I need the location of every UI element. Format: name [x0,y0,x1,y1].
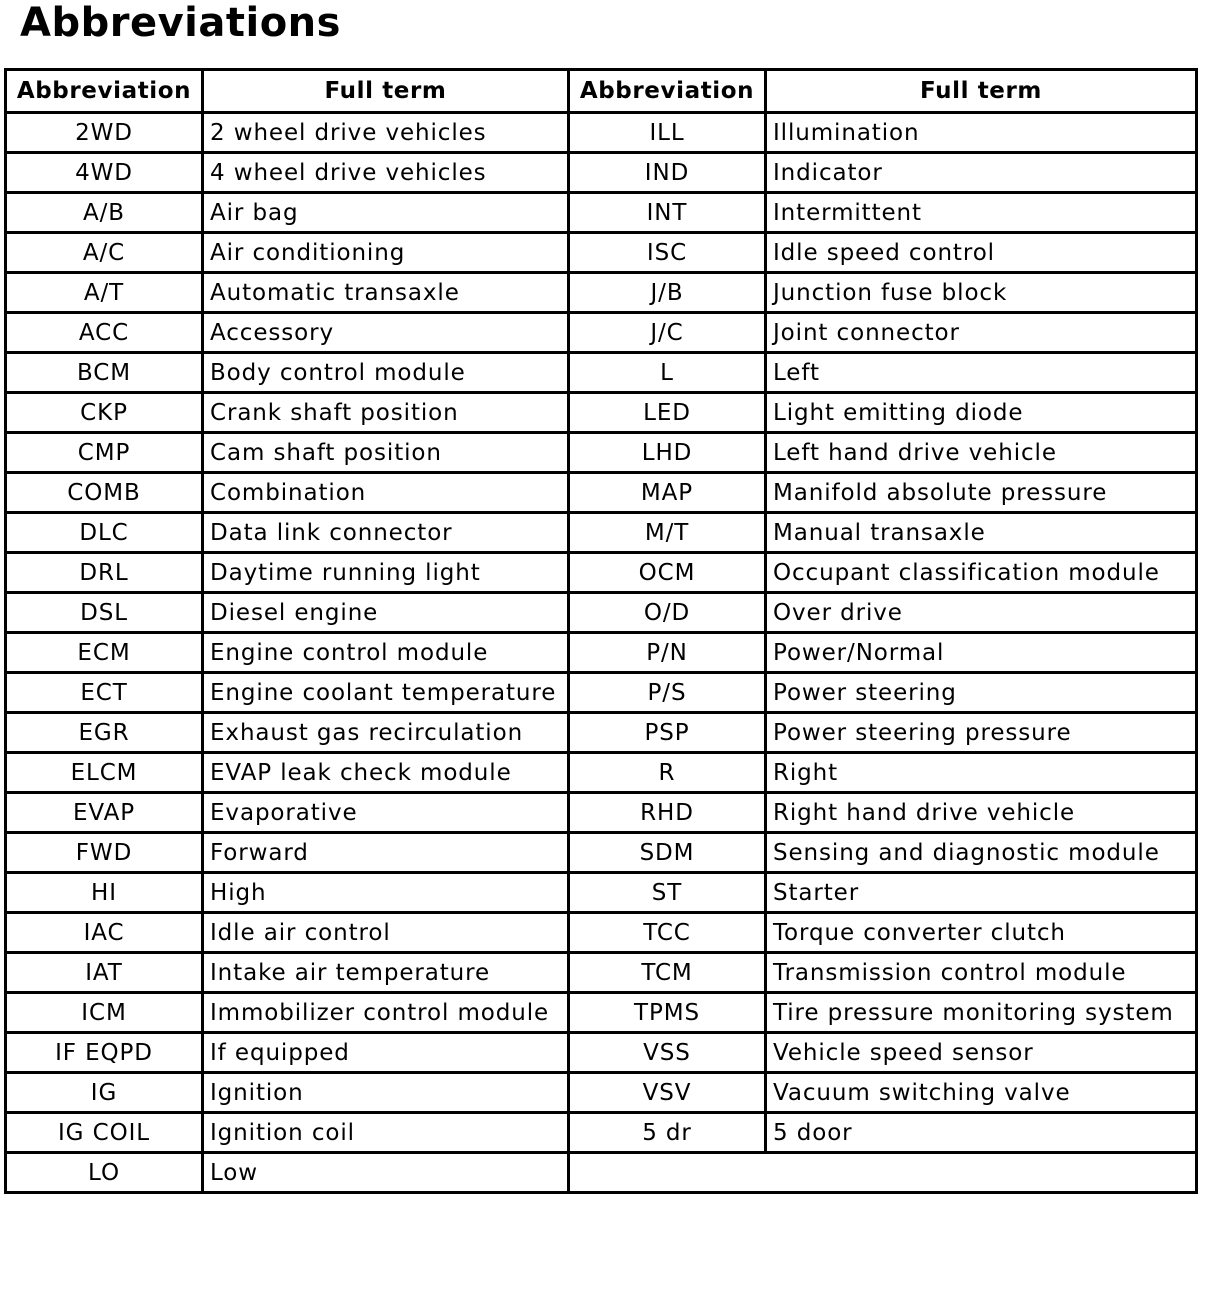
abbreviation-cell: EVAP [6,793,203,833]
table-body [6,113,1197,1193]
full-term-cell: Vehicle speed sensor [766,1033,1197,1073]
table-row [6,553,1197,593]
abbreviation-cell: ISC [569,233,766,273]
full-term-cell: Left hand drive vehicle [766,433,1197,473]
abbreviation-cell: EGR [6,713,203,753]
full-term-cell: Tire pressure monitoring system [766,993,1197,1033]
abbreviation-cell: LO [6,1153,203,1193]
full-term-cell: Body control module [203,353,569,393]
table-row [6,993,1197,1033]
abbreviation-cell: 2WD [6,113,203,153]
abbreviation-cell: IG COIL [6,1113,203,1153]
full-term-cell: Sensing and diagnostic module [766,833,1197,873]
abbreviation-cell: INT [569,193,766,233]
full-term-cell: Occupant classification module [766,553,1197,593]
table-row [6,913,1197,953]
abbreviation-cell: O/D [569,593,766,633]
abbreviation-cell: LHD [569,433,766,473]
table-row [6,473,1197,513]
table-row [6,1033,1197,1073]
abbreviation-cell: ECM [6,633,203,673]
table-row [6,713,1197,753]
full-term-cell: Over drive [766,593,1197,633]
full-term-cell: Intermittent [766,193,1197,233]
full-term-cell: Daytime running light [203,553,569,593]
abbreviation-cell: ELCM [6,753,203,793]
table-row [6,1113,1197,1153]
full-term-cell: Accessory [203,313,569,353]
abbreviation-cell: A/B [6,193,203,233]
abbreviation-cell: M/T [569,513,766,553]
full-term-cell: Combination [203,473,569,513]
full-term-cell: Idle speed control [766,233,1197,273]
page-title: Abbreviations [20,0,341,46]
full-term-cell: EVAP leak check module [203,753,569,793]
abbreviation-cell: TCC [569,913,766,953]
table-row [6,633,1197,673]
abbreviation-cell: ECT [6,673,203,713]
full-term-cell: Idle air control [203,913,569,953]
abbreviations-table [4,68,1198,1194]
full-term-cell: 4 wheel drive vehicles [203,153,569,193]
table-row [6,833,1197,873]
full-term-cell: Ignition coil [203,1113,569,1153]
table-row [6,193,1197,233]
table-row [6,673,1197,713]
abbreviation-cell: COMB [6,473,203,513]
full-term-cell: Air conditioning [203,233,569,273]
full-term-cell: Vacuum switching valve [766,1073,1197,1113]
abbreviation-cell: IND [569,153,766,193]
empty-cell [569,1153,1197,1193]
abbreviation-cell: CKP [6,393,203,433]
full-term-cell: Left [766,353,1197,393]
table-row [6,1073,1197,1113]
full-term-cell: Manifold absolute pressure [766,473,1197,513]
abbreviation-cell: J/B [569,273,766,313]
abbreviation-cell: J/C [569,313,766,353]
abbreviation-cell: OCM [569,553,766,593]
abbreviation-cell: RHD [569,793,766,833]
header-abbreviation-right: Abbreviation [569,70,766,113]
abbreviation-cell: SDM [569,833,766,873]
full-term-cell: Torque converter clutch [766,913,1197,953]
full-term-cell: Power steering [766,673,1197,713]
table-header-row [6,70,1197,113]
abbreviation-cell: MAP [569,473,766,513]
full-term-cell: If equipped [203,1033,569,1073]
abbreviation-cell: ST [569,873,766,913]
abbreviation-cell: LED [569,393,766,433]
full-term-cell: Intake air temperature [203,953,569,993]
full-term-cell: Automatic transaxle [203,273,569,313]
abbreviation-cell: A/T [6,273,203,313]
table-row [6,513,1197,553]
table-row [6,433,1197,473]
full-term-cell: Starter [766,873,1197,913]
table-row [6,273,1197,313]
abbreviation-cell: BCM [6,353,203,393]
abbreviation-cell: IG [6,1073,203,1113]
table-row [6,113,1197,153]
full-term-cell: Evaporative [203,793,569,833]
full-term-cell: High [203,873,569,913]
full-term-cell: Engine control module [203,633,569,673]
table-row [6,953,1197,993]
full-term-cell: Cam shaft position [203,433,569,473]
abbreviation-cell: DRL [6,553,203,593]
table-row [6,313,1197,353]
abbreviation-cell: 5 dr [569,1113,766,1153]
full-term-cell: Immobilizer control module [203,993,569,1033]
full-term-cell: Crank shaft position [203,393,569,433]
full-term-cell: Junction fuse block [766,273,1197,313]
table-row [6,793,1197,833]
full-term-cell: Diesel engine [203,593,569,633]
full-term-cell: Low [203,1153,569,1193]
abbreviation-cell: ACC [6,313,203,353]
header-abbreviation-left: Abbreviation [6,70,203,113]
abbreviation-cell: CMP [6,433,203,473]
header-full-term-right: Full term [766,70,1197,113]
full-term-cell: Engine coolant temperature [203,673,569,713]
table-row [6,233,1197,273]
full-term-cell: Joint connector [766,313,1197,353]
abbreviation-cell: ILL [569,113,766,153]
abbreviation-cell: IF EQPD [6,1033,203,1073]
full-term-cell: Illumination [766,113,1197,153]
full-term-cell: Power steering pressure [766,713,1197,753]
abbreviation-cell: IAC [6,913,203,953]
full-term-cell: 2 wheel drive vehicles [203,113,569,153]
abbreviation-cell: PSP [569,713,766,753]
full-term-cell: Light emitting diode [766,393,1197,433]
abbreviation-cell: IAT [6,953,203,993]
table-row [6,393,1197,433]
abbreviation-cell: ICM [6,993,203,1033]
abbreviation-cell: P/N [569,633,766,673]
table-row [6,753,1197,793]
table-row [6,873,1197,913]
header-full-term-left: Full term [203,70,569,113]
abbreviation-cell: P/S [569,673,766,713]
abbreviation-cell: DSL [6,593,203,633]
abbreviation-cell: 4WD [6,153,203,193]
full-term-cell: Ignition [203,1073,569,1113]
full-term-cell: Exhaust gas recirculation [203,713,569,753]
abbreviation-cell: L [569,353,766,393]
table-row [6,353,1197,393]
abbreviation-cell: TCM [569,953,766,993]
full-term-cell: Transmission control module [766,953,1197,993]
abbreviation-cell: VSS [569,1033,766,1073]
full-term-cell: Power/Normal [766,633,1197,673]
full-term-cell: Right hand drive vehicle [766,793,1197,833]
full-term-cell: Indicator [766,153,1197,193]
full-term-cell: Manual transaxle [766,513,1197,553]
full-term-cell: Forward [203,833,569,873]
full-term-cell: 5 door [766,1113,1197,1153]
abbreviation-cell: TPMS [569,993,766,1033]
full-term-cell: Right [766,753,1197,793]
table-row [6,593,1197,633]
full-term-cell: Air bag [203,193,569,233]
abbreviation-cell: VSV [569,1073,766,1113]
abbreviation-cell: HI [6,873,203,913]
full-term-cell: Data link connector [203,513,569,553]
abbreviation-cell: DLC [6,513,203,553]
abbreviation-cell: R [569,753,766,793]
table-row [6,1153,1197,1193]
abbreviation-cell: A/C [6,233,203,273]
abbreviation-cell: FWD [6,833,203,873]
table-row [6,153,1197,193]
